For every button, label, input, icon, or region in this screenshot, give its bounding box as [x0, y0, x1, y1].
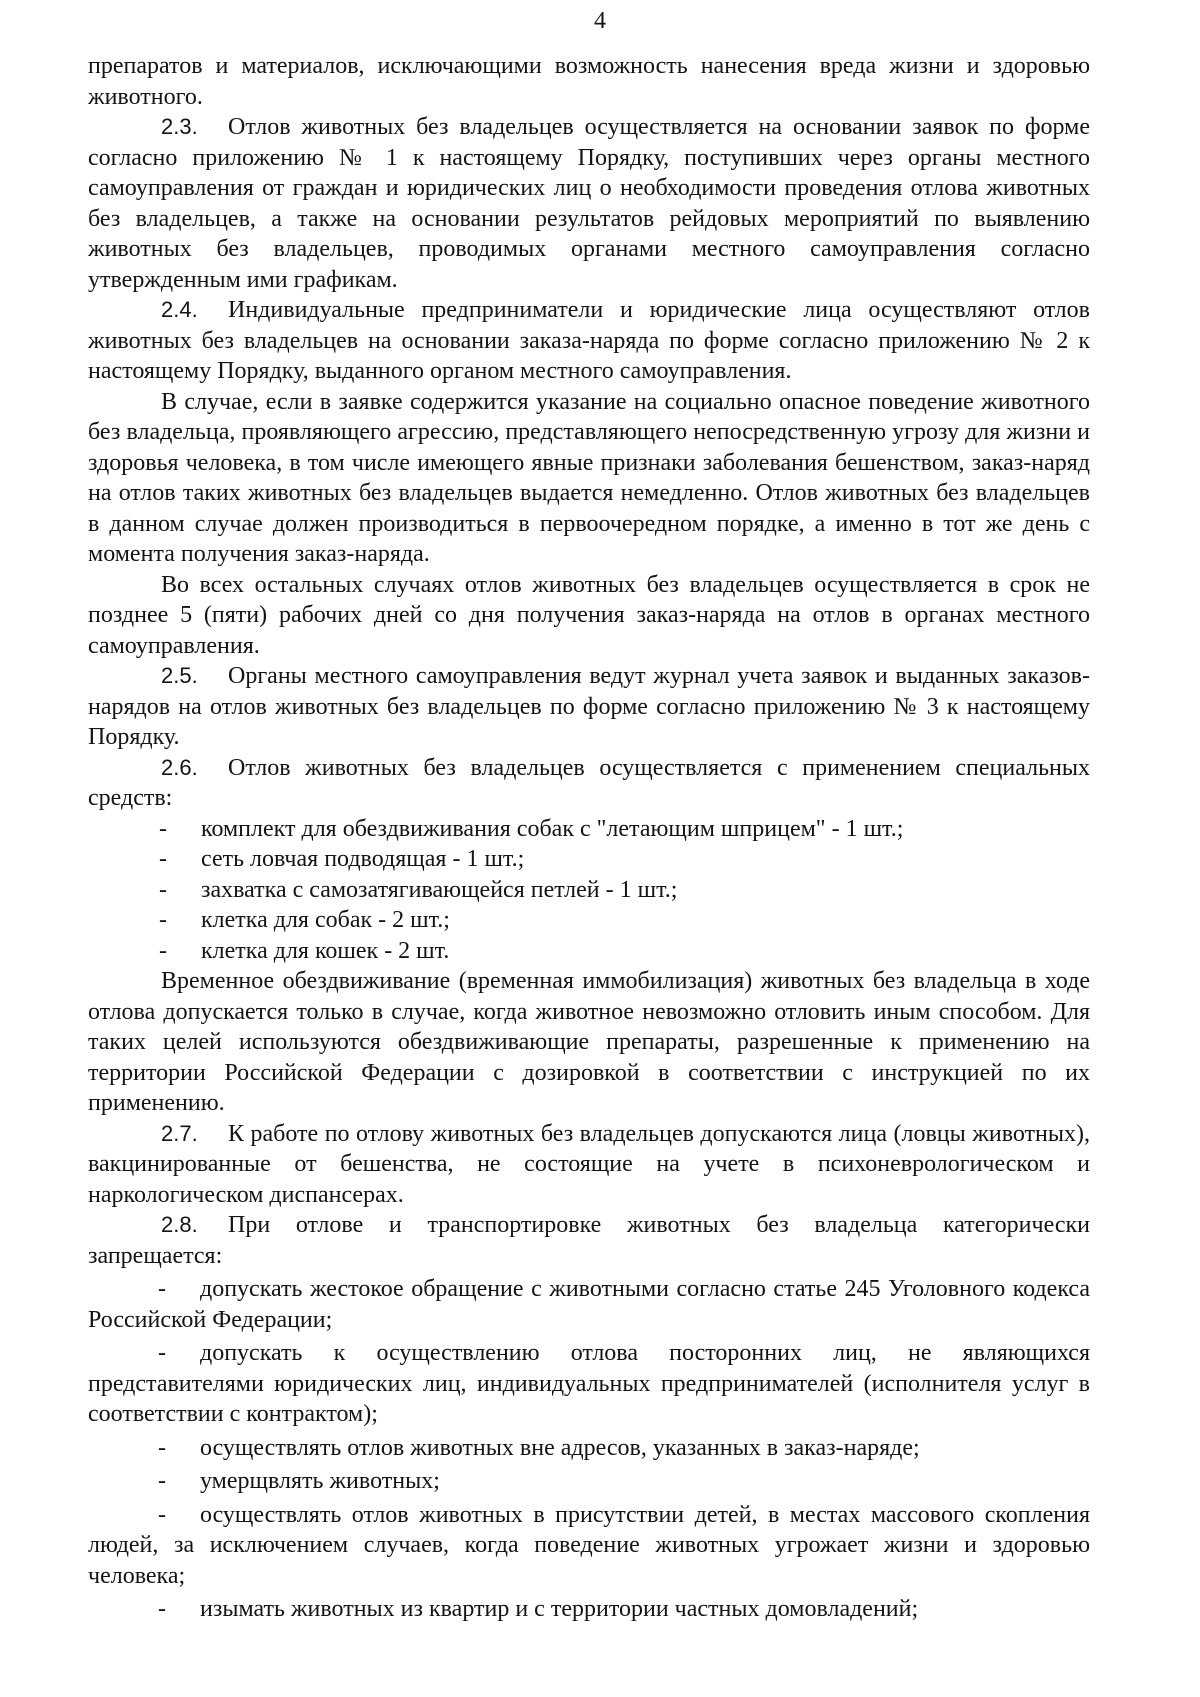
- list-item: [88, 875, 1090, 906]
- list-dash: -: [158, 1340, 166, 1366]
- clause-2-7: [88, 1119, 1090, 1211]
- prohibition-item: [88, 1500, 1090, 1592]
- prohibition-text: допускать жестокое обращение с животными согласно статье 245 Уголовного кодекса Российской Федерации;: [88, 1276, 1090, 1333]
- paragraph-urgent-case: В случае, если в заявке содержится указание на социально опасное поведение животного без владельца, проявляющего агрессию, представляющего непосредственную угрозу для жизни и здоровья человека, в том числе имеющего явные признаки заболевания бешенством, заказ-наряд на отлов таких животных без владельцев выдается немедленно. Отлов животных без владельцев в данном случае должен производиться в первоочередном порядке, а именно в тот же день с момента получения заказ-наряда.: [88, 388, 1090, 567]
- clause-2-3: [88, 112, 1090, 295]
- list-item: [88, 905, 1090, 936]
- clause-text: К работе по отлову животных без владельцев допускаются лица (ловцы животных), вакцинированные от бешенства, не состоящие на учете в психоневрологическом и наркологическом диспансерах.: [88, 1120, 1090, 1208]
- list-item: [88, 936, 1090, 967]
- clause-number: 2.8.: [161, 1212, 198, 1237]
- clause-text: При отлове и транспортировке животных без владельца категорически запрещается:: [88, 1212, 1090, 1269]
- list-dash: -: [159, 937, 167, 964]
- clause-text: Отлов животных без владельцев осуществляется с применением специальных средств:: [88, 754, 1090, 811]
- clause-2-6: [88, 753, 1090, 814]
- page-number: 4: [594, 8, 606, 34]
- prohibition-item: [88, 1594, 1090, 1625]
- prohibition-text: умерщвлять животных;: [200, 1468, 440, 1494]
- prohibition-item: [88, 1466, 1090, 1497]
- list-dash: -: [158, 1468, 166, 1494]
- paragraph-other-cases: Во всех остальных случаях отлов животных без владельцев осуществляется в срок не позднее 5 (пяти) рабочих дней со дня получения заказ-наряда на отлов в органах местного самоуправления.: [88, 571, 1090, 659]
- list-dash: -: [158, 1434, 166, 1461]
- paragraph-continuation: препаратов и материалов, исключающими возможность нанесения вреда жизни и здоровью животного.: [88, 53, 1090, 110]
- clause-number: 2.7.: [161, 1120, 198, 1146]
- list-dash: -: [158, 1596, 166, 1622]
- list-dash: -: [158, 1501, 166, 1528]
- list-dash: -: [159, 846, 167, 872]
- list-item: [88, 814, 1090, 845]
- list-item: [88, 844, 1090, 875]
- list-item-text: комплект для обездвиживания собак с "летающим шприцем" - 1 шт.;: [201, 815, 904, 842]
- prohibition-text: осуществлять отлов животных вне адресов, указанных в заказ-наряде;: [200, 1434, 920, 1461]
- list-dash: -: [159, 876, 167, 903]
- list-dash: -: [158, 1276, 166, 1302]
- clause-2-4: [88, 295, 1090, 387]
- document-body: [88, 51, 1090, 1625]
- clause-number: 2.5.: [161, 663, 198, 688]
- prohibition-item: [88, 1338, 1090, 1430]
- clause-2-8: [88, 1210, 1090, 1271]
- list-item-text: сеть ловчая подводящая - 1 шт.;: [201, 846, 525, 872]
- list-dash: -: [159, 907, 167, 933]
- clause-text: Органы местного самоуправления ведут журнал учета заявок и выданных заказов-нарядов на отлов животных без владельцев по форме согласно приложению № 3 к настоящему Порядку.: [88, 663, 1090, 750]
- clause-2-5: [88, 661, 1090, 753]
- prohibition-item: [88, 1274, 1090, 1335]
- list-item-text: клетка для собак - 2 шт.;: [201, 907, 450, 933]
- list-item-text: захватка с самозатягивающейся петлей - 1 шт.;: [201, 876, 678, 903]
- prohibition-text: изымать животных из квартир и с территории частных домовладений;: [200, 1596, 919, 1622]
- clause-number: 2.6.: [161, 754, 198, 780]
- clause-number: 2.3.: [161, 114, 198, 139]
- paragraph-immobilization: Временное обездвиживание (временная иммобилизация) животных без владельца в ходе отлова допускается только в случае, когда животное невозможно отловить иным способом. Для таких целей используются обездвиживающие препараты, разрешенные к применению на территории Российской Федерации с дозировкой в соответствии с инструкцией по их применению.: [88, 968, 1090, 1116]
- clause-number: 2.4.: [161, 297, 198, 322]
- list-dash: -: [159, 815, 167, 842]
- prohibition-item: [88, 1433, 1090, 1464]
- prohibition-text: осуществлять отлов животных в присутствии детей, в местах массового скопления людей, за исключением случаев, когда поведение животных угрожает жизни и здоровью человека;: [88, 1501, 1090, 1589]
- clause-text: Отлов животных без владельцев осуществляется на основании заявок по форме согласно приложению № 1 к настоящему Порядку, поступивших через органы местного самоуправления от граждан и юридических лиц о необходимости проведения отлова животных без владельцев, а также на основании результатов рейдовых мероприятий по выявлению животных без владельцев, проводимых органами местного самоуправления согласно утвержденным ими графикам.: [88, 114, 1090, 293]
- prohibition-text: допускать к осуществлению отлова посторонних лиц, не являющихся представителями юридических лиц, индивидуальных предпринимателей (исполнителя услуг в соответствии с контрактом);: [88, 1340, 1090, 1427]
- clause-text: Индивидуальные предприниматели и юридические лица осуществляют отлов животных без владельцев на основании заказа-наряда по форме согласно приложению № 2 к настоящему Порядку, выданного органом местного самоуправления.: [88, 297, 1090, 384]
- list-item-text: клетка для кошек - 2 шт.: [201, 937, 450, 964]
